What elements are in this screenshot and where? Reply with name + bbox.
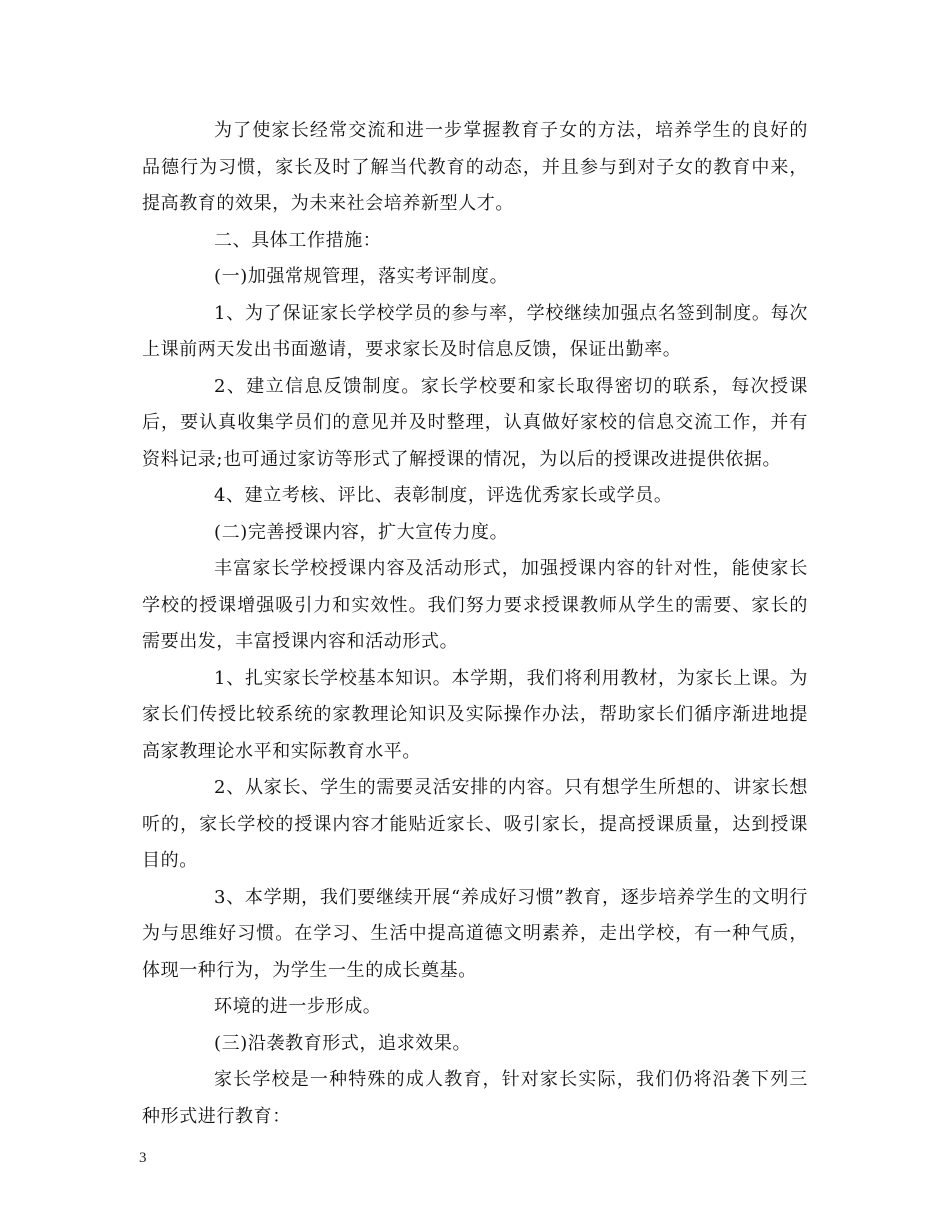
heading-specific-measures: 二、具体工作措施：: [214, 229, 382, 251]
paragraph-environment: 环境的进一步形成。: [214, 996, 382, 1017]
paragraph-good-habits: 3、本学期，我们要继续开展“养成好习惯”教育，逐步培养学生的文明行为与思维好习惯。在学习、生活中提高道德文明素养，走出学校，有一种气质，体现一种行为，为学生一生的成长奠基。: [142, 886, 808, 981]
subheading-routine-management: (一)加强常规管理，落实考评制度。: [214, 266, 509, 287]
paragraph-basic-knowledge: 1、扎实家长学校基本知识。本学期，我们将利用教材，为家长上课。为家长们传授比较系统的家教理论知识及实际操作办法，帮助家长们循序渐进地提高家教理论水平和实际教育水平。: [142, 667, 808, 762]
subheading-education-forms: (三)沿袭教育形式，追求效果。: [214, 1032, 472, 1054]
subheading-course-content: (二)完善授课内容，扩大宣传力度。: [214, 521, 509, 543]
document-body: [142, 113, 808, 1135]
paragraph-feedback-system: 2、建立信息反馈制度。家长学校要和家长取得密切的联系，每次授课后，要认真收集学员们的意见并及时整理，认真做好家校的信息交流工作，并有资料记录;也可通过家访等形式了解授课的情况，为以后的授课改进提供依据。: [142, 375, 808, 470]
paragraph-flexible-arrangement: 2、从家长、学生的需要灵活安排的内容。只有想学生所想的、讲家长想听的，家长学校的授课内容才能贴近家长、吸引家长，提高授课质量，达到授课目的。: [142, 777, 808, 871]
paragraph-intro: 为了使家长经常交流和进一步掌握教育子女的方法，培养学生的良好的品德行为习惯，家长及时了解当代教育的动态，并且参与到对子女的教育中来，提高教育的效果，为未来社会培养新型人才。: [142, 120, 808, 214]
page-number: 3: [139, 1150, 147, 1166]
paragraph-attendance: 1、为了保证家长学校学员的参与率，学校继续加强点名签到制度。每次上课前两天发出书面邀请，要求家长及时信息反馈，保证出勤率。: [142, 302, 808, 360]
paragraph-evaluation-system: 4、建立考核、评比、表彰制度，评选优秀家长或学员。: [214, 485, 673, 506]
paragraph-enrich-content: 丰富家长学校授课内容及活动形式，加强授课内容的针对性，能使家长学校的授课增强吸引力和实效性。我们努力要求授课教师从学生的需要、家长的需要出发，丰富授课内容和活动形式。: [142, 558, 808, 652]
paragraph-adult-education: 家长学校是一种特殊的成人教育，针对家长实际，我们仍将沿袭下列三种形式进行教育：: [142, 1069, 808, 1127]
